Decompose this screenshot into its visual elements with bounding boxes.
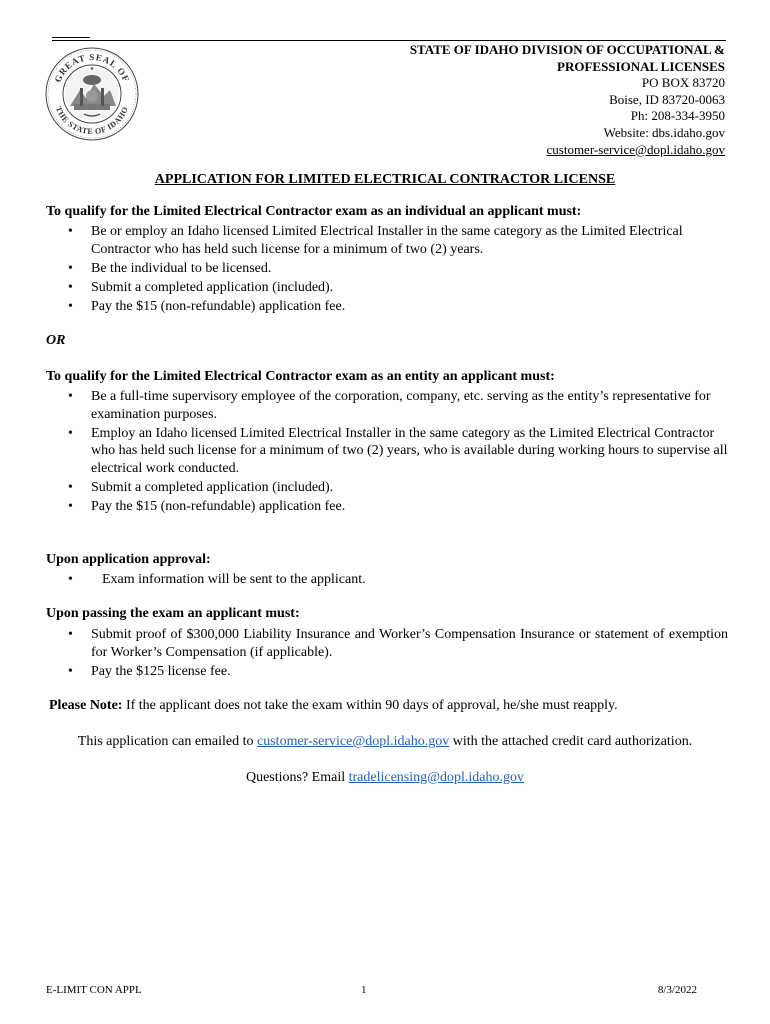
svg-text:★: ★ — [89, 67, 95, 72]
note-label: Please Note: — [49, 698, 123, 713]
tradelicensing-email-link[interactable]: tradelicensing@dopl.idaho.gov — [348, 770, 525, 785]
footer-date: 8/3/2022 — [657, 984, 697, 996]
passing-list — [68, 626, 728, 682]
idaho-state-seal-icon — [44, 46, 140, 142]
list-item: • Submit a completed application (included). — [68, 279, 334, 295]
bullet-icon: • — [68, 389, 73, 404]
individual-list — [68, 223, 728, 317]
customer-service-email-link[interactable]: customer-service@dopl.idaho.gov — [257, 734, 450, 749]
bullet-icon: • — [68, 260, 73, 276]
individual-heading: To qualify for the Limited Electrical Contractor exam as an individual an applicant must: — [46, 204, 582, 219]
agency-name-line1: STATE OF IDAHO DIVISION OF OCCUPATIONAL & — [409, 42, 725, 57]
approval-heading: Upon application approval: — [46, 552, 211, 567]
list-item: • Exam information will be sent to the applicant. — [68, 572, 366, 587]
bullet-icon: • — [68, 224, 73, 239]
agency-name-line2: PROFESSIONAL LICENSES — [557, 58, 725, 74]
footer-page-number: 1 — [361, 984, 367, 996]
or-separator: OR — [46, 333, 66, 348]
footer-form-id: E-LIMIT CON APPL — [46, 984, 142, 996]
list-item: • Employ an Idaho licensed Limited Electrical Installer in the same category as the Limited Electrical Contractor who has held such license for a minimum of two (2) years, who is available during working hours to supervise all electrical work conducted. — [68, 425, 728, 476]
bullet-icon: • — [68, 627, 73, 642]
bullet-icon: • — [68, 663, 73, 679]
agency-city: Boise, ID 83720-0063 — [609, 91, 725, 107]
header-rule — [52, 40, 726, 41]
seal-text-bottom: THE STATE OF IDAHO — [53, 105, 131, 137]
seal-text-top: GREAT SEAL OF — [52, 51, 132, 84]
list-item: • Pay the $125 license fee. — [68, 663, 231, 679]
agency-website: Website: dbs.idaho.gov — [603, 124, 725, 140]
entity-heading: To qualify for the Limited Electrical Contractor exam as an entity an applicant must: — [46, 369, 555, 384]
entity-list — [68, 388, 728, 517]
bullet-icon: • — [68, 298, 73, 314]
agency-address-block — [410, 42, 725, 158]
list-item: • Pay the $15 (non-refundable) application fee. — [68, 298, 346, 314]
bullet-icon: • — [68, 425, 73, 441]
approval-list — [68, 571, 728, 590]
list-item: • Pay the $15 (non-refundable) application fee. — [68, 498, 346, 514]
agency-email: customer-service@dopl.idaho.gov — [546, 141, 725, 157]
questions-line: Questions? Email tradelicensing@dopl.idaho.gov — [245, 770, 525, 785]
list-item: • Be or employ an Idaho licensed Limited Electrical Installer in the same category as the Limited Electrical Contractor who has held such license for a minimum of two (2) years. — [68, 224, 683, 257]
page-title: APPLICATION FOR LIMITED ELECTRICAL CONTRACTOR LICENSE — [154, 172, 616, 187]
header-rule-short — [52, 37, 90, 38]
bullet-icon: • — [68, 479, 73, 495]
list-item: • Submit a completed application (included). — [68, 479, 334, 495]
bullet-icon: • — [68, 498, 73, 514]
passing-heading: Upon passing the exam an applicant must: — [46, 606, 300, 621]
please-note — [49, 698, 618, 714]
list-item: • Be a full-time supervisory employee of the corporation, company, etc. serving as the entity’s representative for examination purposes. — [68, 389, 711, 422]
agency-phone: Ph: 208-334-3950 — [630, 108, 725, 124]
note-text: If the applicant does not take the exam within 90 days of approval, he/she must reapply. — [122, 698, 618, 713]
list-item: • Submit proof of $300,000 Liability Insurance and Worker’s Compensation Insurance or statement of exemption for Worker’s Compensation (if applicable). — [68, 627, 728, 660]
agency-po-box: PO BOX 83720 — [641, 75, 725, 91]
list-item: • Be the individual to be licensed. — [68, 260, 272, 276]
email-instructions: This application can emailed to customer-service@dopl.idaho.gov with the attached credit card authorization. — [77, 734, 693, 749]
bullet-icon: • — [68, 279, 73, 295]
bullet-icon: • — [68, 572, 73, 587]
